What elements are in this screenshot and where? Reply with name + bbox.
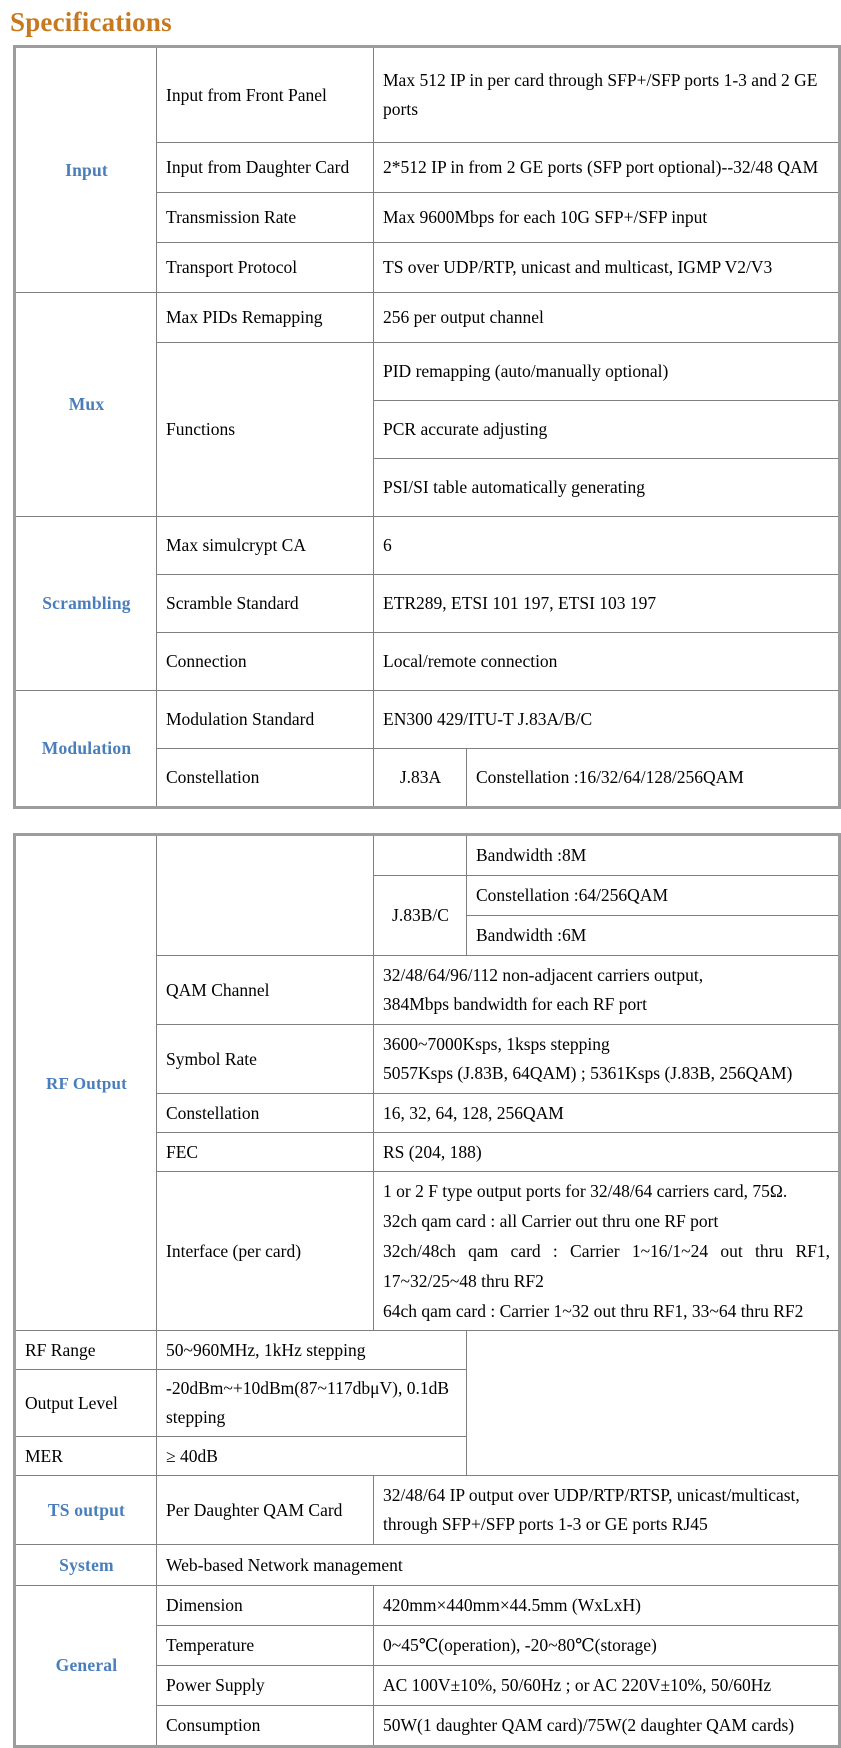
row-value-power-supply: AC 100V±10%, 50/60Hz ; or AC 220V±10%, 50/60Hz (374, 1666, 840, 1706)
row-value-connection: Local/remote connection (374, 633, 840, 691)
row-value-functions-2: PSI/SI table automatically generating (374, 459, 840, 517)
row-value-constellation-j83a: Constellation :16/32/64/128/256QAM (467, 749, 840, 808)
row-label-functions: Functions (157, 343, 374, 517)
row-label-dimension: Dimension (157, 1586, 374, 1626)
row-value-functions-1: PCR accurate adjusting (374, 401, 840, 459)
row-value-temperature: 0~45℃(operation), -20~80℃(storage) (374, 1626, 840, 1666)
row-value-constellation: 16, 32, 64, 128, 256QAM (374, 1094, 840, 1133)
table-row (15, 1370, 840, 1437)
row-label-transport-protocol: Transport Protocol (157, 243, 374, 293)
row-label-temperature: Temperature (157, 1626, 374, 1666)
row-value-scramble-standard: ETR289, ETSI 101 197, ETSI 103 197 (374, 575, 840, 633)
text-line: 32ch/48ch qam card : Carrier 1~16/1~24 out thru RF1, (383, 1241, 830, 1261)
row-value-functions-0: PID remapping (auto/manually optional) (374, 343, 840, 401)
text-line: 17~32/25~48 thru RF2 (383, 1271, 544, 1291)
group-label-input: Input (15, 47, 157, 293)
group-cell-rf-output (15, 835, 157, 1331)
row-label-input-daughter-card: Input from Daughter Card (157, 143, 374, 193)
row-value-input-daughter-card: 2*512 IP in from 2 GE ports (SFP port optional)--32/48 QAM (374, 143, 840, 193)
row-value-j83bc-0: Bandwidth :8M (467, 835, 840, 876)
row-label-output-level: Output Level (15, 1370, 157, 1437)
row-value-output-level: -20dBm~+10dBm(87~117dbμV), 0.1dB stepping (157, 1370, 467, 1437)
row-value-transmission-rate: Max 9600Mbps for each 10G SFP+/SFP input (374, 193, 840, 243)
row-label-symbol-rate: Symbol Rate (157, 1025, 374, 1094)
group-label-scrambling: Scrambling (15, 517, 157, 691)
row-label-rf-range: RF Range (15, 1331, 157, 1370)
table-row (15, 517, 840, 575)
table-row (15, 1476, 840, 1545)
row-label-qam-channel: QAM Channel (157, 956, 374, 1025)
text-line: 32/48/64 IP output over UDP/RTP/RTSP, unicast/multicast, (383, 1485, 800, 1505)
row-label-input-front-panel: Input from Front Panel (157, 47, 374, 143)
row-value-transport-protocol: TS over UDP/RTP, unicast and multicast, IGMP V2/V3 (374, 243, 840, 293)
row-label-scramble-standard: Scramble Standard (157, 575, 374, 633)
row-value-modulation-standard: EN300 429/ITU-T J.83A/B/C (374, 691, 840, 749)
row-label-constellation: Constellation (157, 1094, 374, 1133)
row-value-qam-channel (374, 956, 840, 1025)
row-value-per-daughter-qam-card (374, 1476, 840, 1545)
table-row (15, 1586, 840, 1626)
row-value-consumption: 50W(1 daughter QAM card)/75W(2 daughter QAM cards) (374, 1706, 840, 1747)
row-value-dimension: 420mm×440mm×44.5mm (WxLxH) (374, 1586, 840, 1626)
row-value-symbol-rate (374, 1025, 840, 1094)
row-value-max-pids-remapping: 256 per output channel (374, 293, 840, 343)
row-value-interface-per-card (374, 1172, 840, 1331)
group-label-general: General (15, 1586, 157, 1747)
text-line: 32ch qam card : all Carrier out thru one RF port (383, 1211, 719, 1231)
row-label-transmission-rate: Transmission Rate (157, 193, 374, 243)
text-line: 64ch qam card : Carrier 1~32 out thru RF1, 33~64 thru RF2 (383, 1301, 804, 1321)
row-variant-j83a: J.83A (374, 749, 467, 808)
table-row (15, 1437, 840, 1476)
row-variant-j83bc-empty (374, 835, 467, 876)
row-value-fec: RS (204, 188) (374, 1133, 840, 1172)
specifications-table-part-1 (13, 45, 841, 809)
table-row (15, 835, 840, 876)
row-label-max-simulcrypt-ca: Max simulcrypt CA (157, 517, 374, 575)
page-title: Specifications (10, 7, 172, 37)
row-value-system: Web-based Network management (157, 1545, 840, 1586)
row-variant-j83bc: J.83B/C (374, 876, 467, 956)
row-value-mer: ≥ 40dB (157, 1437, 467, 1476)
row-value-rf-range: 50~960MHz, 1kHz stepping (157, 1331, 467, 1370)
text-line: 32/48/64/96/112 non-adjacent carriers output, (383, 965, 704, 985)
group-label-system: System (15, 1545, 157, 1586)
row-label-power-supply: Power Supply (157, 1666, 374, 1706)
row-label-mer: MER (15, 1437, 157, 1476)
row-label-interface-per-card: Interface (per card) (157, 1172, 374, 1331)
specifications-table-part-2 (13, 833, 841, 1748)
table-row (15, 1331, 840, 1370)
table-separator (0, 809, 841, 833)
row-value-input-front-panel: Max 512 IP in per card through SFP+/SFP ports 1-3 and 2 GE ports (374, 47, 840, 143)
text-line: 384Mbps bandwidth for each RF port (383, 994, 647, 1014)
row-label-j83bc-spacer (157, 835, 374, 956)
group-label-modulation: Modulation (15, 691, 157, 808)
table-row (15, 1545, 840, 1586)
text-line: through SFP+/SFP ports 1-3 or GE ports RJ45 (383, 1514, 708, 1534)
row-label-consumption: Consumption (157, 1706, 374, 1747)
table-row (15, 47, 840, 143)
table-row (15, 293, 840, 343)
text-line: 1 or 2 F type output ports for 32/48/64 carriers card, 75Ω. (383, 1181, 788, 1201)
text-line: 3600~7000Ksps, 1ksps stepping (383, 1034, 610, 1054)
row-value-j83bc-2: Bandwidth :6M (467, 916, 840, 956)
text-line: 5057Ksps (J.83B, 64QAM) ; 5361Ksps (J.83B, 256QAM) (383, 1063, 793, 1083)
row-label-fec: FEC (157, 1133, 374, 1172)
row-value-max-simulcrypt-ca: 6 (374, 517, 840, 575)
row-label-constellation-j83a: Constellation (157, 749, 374, 808)
group-label-mux: Mux (15, 293, 157, 517)
row-label-per-daughter-qam-card: Per Daughter QAM Card (157, 1476, 374, 1545)
row-label-modulation-standard: Modulation Standard (157, 691, 374, 749)
group-label-ts-output: TS output (15, 1476, 157, 1545)
group-label-rf-output: RF Output (46, 1073, 127, 1093)
row-value-j83bc-1: Constellation :64/256QAM (467, 876, 840, 916)
row-label-max-pids-remapping: Max PIDs Remapping (157, 293, 374, 343)
table-row (15, 691, 840, 749)
row-label-connection: Connection (157, 633, 374, 691)
